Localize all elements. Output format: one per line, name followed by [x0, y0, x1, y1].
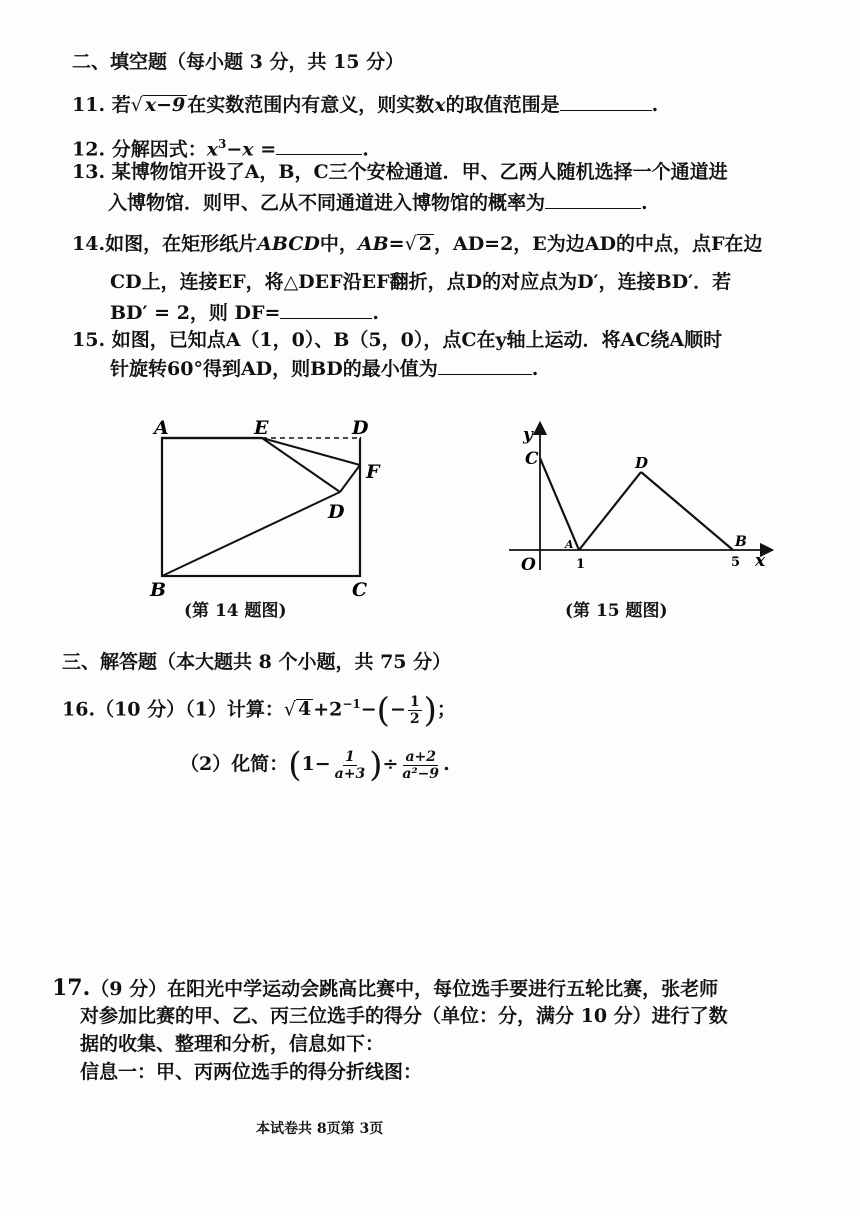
question-17-line-3	[80, 1032, 384, 1056]
question-12	[72, 132, 369, 161]
question-16-part-1-mid: +2	[313, 698, 343, 721]
label-e: E	[254, 417, 269, 439]
segment-ca	[540, 458, 579, 550]
segment-ed-prime	[262, 438, 340, 492]
question-15-text-1: 如图，已知点A（1，0）、B（5，0），点C在y轴上运动．将AC绕A顺时	[111, 329, 723, 351]
label-d: D	[635, 454, 649, 472]
label-b: B	[735, 534, 747, 550]
question-14-line-2	[110, 270, 731, 294]
section-2-title: 二、填空题（每小题 3 分，共 15 分）	[72, 51, 405, 73]
question-17-text-3: 据的收集、整理和分析，信息如下：	[80, 1033, 385, 1055]
question-15-end: .	[531, 358, 539, 380]
question-13-text-1: 某博物馆开设了A，B，C三个安检通道．甲、乙两人随机选择一个通道进	[111, 161, 728, 183]
question-16-part-2-div: ÷	[382, 753, 399, 775]
tick-label-5: 5	[731, 555, 741, 570]
question-17-text-1: （9 分）在阳光中学运动会跳高比赛中，每位选手要进行五轮比赛，张老师	[90, 978, 719, 1000]
question-12-end: .	[362, 138, 369, 161]
fraction-denominator: 2	[409, 710, 420, 727]
tick-label-1: 1	[576, 557, 586, 572]
question-13-text-2: 入博物馆．则甲、乙从不同通道进入博物馆的概率为	[108, 192, 546, 214]
question-11-number: 11.	[72, 94, 106, 116]
question-11-text: 在实数范围内有意义，则实数	[187, 94, 435, 116]
question-14-end: .	[372, 302, 380, 324]
question-17-text-4: 信息一：甲、丙两位选手的得分折线图：	[80, 1061, 423, 1083]
question-13-end: .	[641, 192, 648, 214]
question-12-expr-exp: 3	[218, 137, 227, 151]
question-16-part-2-one: 1−	[301, 753, 331, 775]
question-14-text-d: AB=	[357, 233, 405, 255]
answer-blank-11[interactable]	[560, 92, 652, 111]
question-14-text-a: 如图，在矩形纸片	[105, 233, 258, 255]
label-y: y	[523, 425, 533, 445]
question-16-part-1-exp: −1	[342, 697, 361, 711]
question-13-line-2	[108, 190, 648, 215]
question-12-number: 12.	[72, 138, 106, 161]
question-13-number: 13.	[72, 161, 106, 183]
answer-blank-14[interactable]	[280, 300, 372, 319]
label-f: F	[366, 461, 380, 483]
question-14-line-1: 14.如图，在矩形纸片ABCD中，AB=√ 2 ，AD=2，E为边AD的中点，点F在边	[72, 233, 763, 255]
segment-ef	[262, 438, 360, 465]
question-11-pre: 若	[111, 94, 131, 116]
question-11: 11. 若√ x−9 在实数范围内有意义，则实数x的取值范围是 .	[72, 94, 659, 116]
question-16-score: （10 分）	[95, 698, 186, 721]
answer-blank-15[interactable]	[438, 356, 532, 375]
label-b: B	[150, 579, 167, 601]
fraction-numerator: a+2	[405, 748, 436, 765]
question-16-part-1-fraction	[408, 694, 422, 727]
question-14-text-c: 中，	[319, 233, 358, 255]
fraction-numerator: 1	[345, 748, 355, 765]
question-16-part-2-label: （2）化简：	[180, 753, 289, 775]
question-16-part-2-fraction-2	[400, 749, 441, 782]
question-16-part-1-minus: −	[360, 698, 377, 721]
label-a: A	[565, 538, 574, 551]
label-a: A	[154, 417, 169, 439]
label-d-prime: D	[328, 501, 345, 523]
question-12-expr-base: x	[206, 138, 219, 161]
segment-db	[641, 472, 733, 550]
question-14-text-e: ，	[433, 233, 453, 255]
question-17-line-1	[52, 976, 718, 1001]
question-11-var: x	[434, 94, 446, 116]
segment-d-prime-f	[340, 465, 360, 492]
question-14-line-3	[110, 300, 379, 325]
label-d: D	[352, 417, 369, 439]
fraction-denominator: a+3	[334, 765, 366, 782]
question-17-line-2	[80, 1004, 728, 1028]
question-16-part-2-end: .	[443, 753, 450, 775]
question-15-text-2: 针旋转60°得到AD，则BD的最小值为	[110, 358, 438, 380]
question-17-text-2: 对参加比赛的甲、乙、丙三位选手的得分（单位：分，满分 10 分）进行了数	[80, 1005, 728, 1027]
question-16-part-1-inner-minus: −	[389, 698, 406, 721]
question-13-line-1	[72, 160, 728, 184]
question-16-part-1-radicand: 4	[297, 698, 312, 721]
label-c: C	[352, 579, 368, 601]
label-o: O	[521, 555, 536, 575]
answer-blank-12[interactable]	[276, 136, 362, 155]
figure-14	[140, 410, 390, 610]
question-11-text-2: 的取值范围是	[445, 94, 560, 116]
figure-15-caption: (第 15 题图)	[565, 601, 668, 621]
section-3-title: 三、解答题（本大题共 8 个小题，共 75 分）	[62, 651, 452, 673]
question-16-part-2: （2）化简：(1− $\frac{1}{a+3}$ )÷ $\frac{a+2}{\text{a²−9}}$ .	[180, 745, 450, 785]
question-12-text: 分解因式：	[111, 138, 207, 161]
figure-14-caption: (第 14 题图)	[184, 601, 287, 621]
fraction-denominator: a²−9	[402, 765, 440, 782]
question-11-end: .	[651, 94, 659, 116]
question-15-number: 15.	[72, 329, 106, 351]
segment-ad	[579, 472, 641, 550]
question-17-number: 17.	[52, 975, 91, 1001]
question-14-number: 14.	[72, 233, 106, 255]
question-15-line-1	[72, 328, 722, 352]
label-x: x	[755, 551, 766, 571]
fraction-numerator: 1	[409, 693, 420, 710]
question-14-radicand: 2	[418, 233, 432, 255]
question-16-part-1: 16.（10 分）（1）计算：√ $4 +2^{-1}-(-$ $\frac{1}{2}$ )；	[62, 690, 456, 731]
question-14-text-f: AD=2，E为边AD的中点，点F在边	[452, 233, 763, 255]
question-14-text-2: CD上，连接EF，将△DEF沿EF翻折，点D的对应点为D′，连接BD′．若	[110, 271, 732, 293]
page-footer: 本试卷共 8页第 3页	[256, 1121, 384, 1137]
label-c: C	[525, 449, 539, 469]
figure-15	[505, 420, 780, 580]
question-16-part-1-end: ；	[436, 698, 456, 721]
question-17-line-4	[80, 1060, 422, 1084]
question-14-text-b: ABCD	[257, 233, 320, 255]
question-16-part-2-fraction-1	[333, 749, 368, 782]
question-16-number: 16.	[62, 698, 96, 721]
question-12-expr-rest: −x =	[226, 138, 277, 161]
question-14-text-3: BD′ = 2，则 DF=	[110, 302, 281, 324]
segment-bd-prime	[162, 492, 340, 576]
question-16-part-1-label: （1）计算：	[185, 698, 284, 721]
question-11-radicand: x−9	[144, 94, 186, 116]
answer-blank-13[interactable]	[545, 190, 641, 209]
question-15-line-2	[110, 356, 538, 381]
